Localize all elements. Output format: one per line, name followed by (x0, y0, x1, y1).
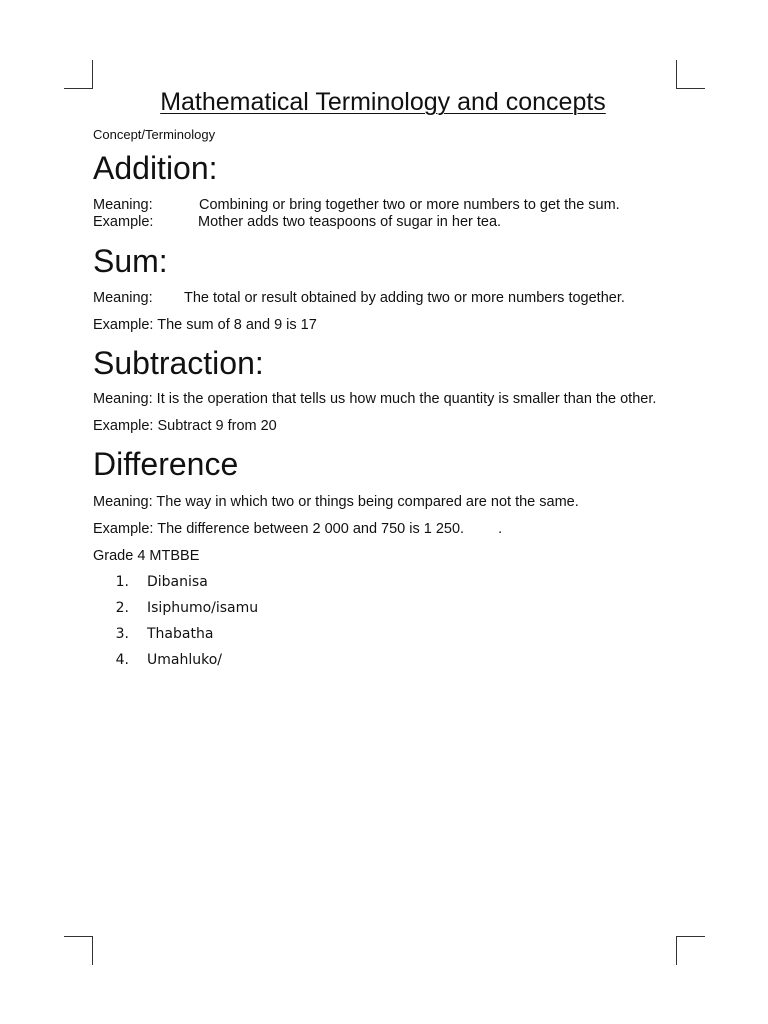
heading-sum: Sum: (93, 243, 168, 279)
list-item-number: 1. (115, 574, 129, 590)
list-item-number: 4. (115, 652, 129, 668)
subtraction-example: Example: Subtract 9 from 20 (93, 418, 277, 434)
list-item-text: Umahluko/ (147, 652, 222, 668)
sum-meaning-key: Meaning: (93, 290, 153, 306)
document-title: Mathematical Terminology and concepts (160, 88, 606, 116)
difference-example-line (93, 521, 673, 538)
sum-meaning-text: The total or result obtained by adding two or more numbers together. (184, 290, 625, 306)
heading-subtraction: Subtraction: (93, 345, 264, 381)
addition-example-text: Mother adds two teaspoons of sugar in her tea. (198, 214, 502, 230)
difference-example-trailing: . (498, 521, 503, 537)
addition-example-key: Example: (93, 214, 154, 230)
terms-list (93, 574, 673, 669)
crop-mark-top-left (64, 60, 93, 89)
sum-meaning-row (93, 290, 673, 307)
addition-example-row (93, 214, 673, 231)
addition-meaning-key: Meaning: (93, 197, 153, 213)
list-item (93, 626, 673, 643)
heading-addition: Addition: (93, 150, 218, 186)
list-item-number: 3. (115, 626, 129, 642)
list-item-text: Thabatha (147, 626, 214, 642)
list-item-text: Isiphumo/isamu (147, 600, 259, 616)
subtraction-meaning: Meaning: It is the operation that tells us how much the quantity is smaller than the other. (93, 391, 657, 407)
addition-meaning-row (93, 197, 673, 214)
difference-meaning: Meaning: The way in which two or things being compared are not the same. (93, 494, 579, 510)
document-page (93, 86, 673, 669)
list-item (93, 652, 673, 669)
grade-label: Grade 4 MTBBE (93, 548, 200, 564)
crop-mark-bottom-right (676, 936, 705, 965)
addition-definition (93, 197, 673, 231)
list-item-number: 2. (115, 600, 129, 616)
list-item (93, 600, 673, 617)
heading-difference: Difference (93, 446, 239, 482)
sum-example: Example: The sum of 8 and 9 is 17 (93, 317, 317, 333)
list-item-text: Dibanisa (147, 574, 208, 590)
difference-example: Example: The difference between 2 000 and 750 is 1 250. (93, 521, 465, 537)
concept-label: Concept/Terminology (93, 127, 216, 142)
crop-mark-bottom-left (64, 936, 93, 965)
crop-mark-top-right (676, 60, 705, 89)
list-item (93, 574, 673, 591)
addition-meaning-text: Combining or bring together two or more numbers to get the sum. (199, 197, 620, 213)
